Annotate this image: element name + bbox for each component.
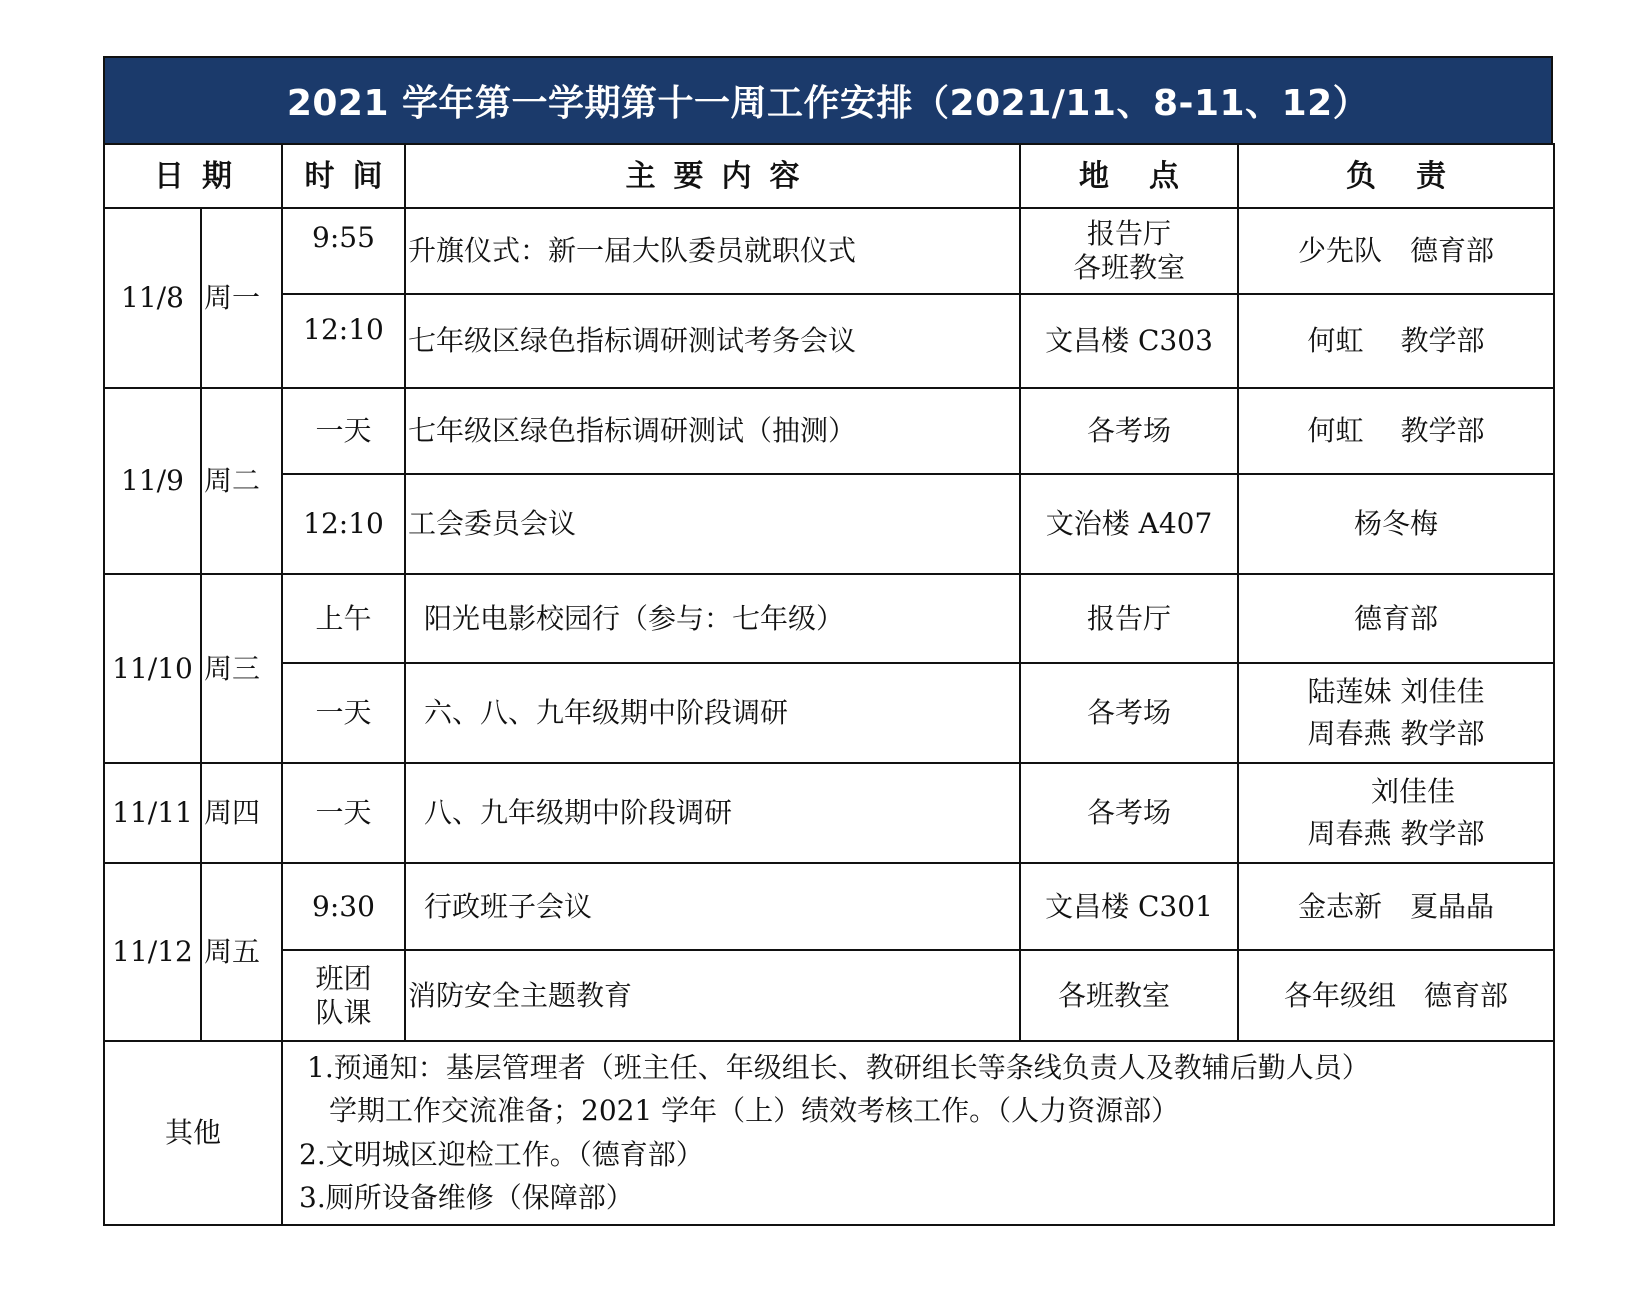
row-location: 各考场 (1020, 763, 1238, 863)
row-content: 八、九年级期中阶段调研 (405, 763, 1020, 863)
row-responsible: 德育部 (1238, 574, 1554, 663)
row-content: 工会委员会议 (405, 474, 1020, 574)
row-responsible: 金志新 夏晶晶 (1238, 863, 1554, 950)
day-date: 11/12 (104, 863, 201, 1041)
row-responsible: 何虹 教学部 (1238, 388, 1554, 474)
row-time: 12:10 (282, 294, 405, 388)
row-location (1020, 208, 1238, 294)
table-row (104, 763, 1554, 863)
time-line: 班团 (315, 961, 372, 995)
row-location: 各考场 (1020, 388, 1238, 474)
row-content: 消防安全主题教育 (405, 950, 1020, 1041)
table-row (104, 863, 1554, 950)
row-time (282, 950, 405, 1041)
row-content: 六、八、九年级期中阶段调研 (405, 663, 1020, 763)
header-row (104, 144, 1554, 208)
day-date: 11/8 (104, 208, 201, 388)
other-notes (282, 1041, 1554, 1225)
day-date: 11/10 (104, 574, 201, 763)
schedule-table (103, 143, 1555, 1226)
header-date: 日期 (104, 144, 282, 208)
row-responsible: 杨冬梅 (1238, 474, 1554, 574)
table-row (104, 474, 1554, 574)
row-time: 一天 (282, 663, 405, 763)
row-responsible: 何虹 教学部 (1238, 294, 1554, 388)
row-location: 报告厅 (1020, 574, 1238, 663)
row-responsible: 少先队 德育部 (1238, 208, 1554, 294)
row-time: 一天 (282, 388, 405, 474)
other-row (104, 1041, 1554, 1225)
row-content: 行政班子会议 (405, 863, 1020, 950)
time-line: 队课 (315, 995, 372, 1029)
location-line: 报告厅 (1086, 217, 1171, 251)
table-row (104, 208, 1554, 294)
note-line: 2.文明城区迎检工作。（德育部） (299, 1137, 704, 1171)
responsible-line: 陆莲妹 刘佳佳 (1307, 675, 1485, 708)
note-line: 学期工作交流准备；2021 学年（上）绩效考核工作。（人力资源部） (329, 1094, 1180, 1128)
note-line: 3.厕所设备维修（保障部） (299, 1181, 634, 1215)
day-weekday: 周五 (201, 863, 282, 1041)
row-time: 一天 (282, 763, 405, 863)
row-location: 各班教室 (1020, 950, 1238, 1041)
schedule-sheet (103, 56, 1553, 1226)
row-responsible: 各年级组 德育部 (1238, 950, 1554, 1041)
responsible-line: 周春燕 教学部 (1307, 817, 1485, 850)
day-weekday: 周二 (201, 388, 282, 574)
row-content: 阳光电影校园行（参与：七年级） (405, 574, 1020, 663)
table-row (104, 663, 1554, 763)
location-line: 各班教室 (1072, 251, 1185, 284)
header-time: 时间 (282, 144, 405, 208)
header-location: 地点 (1020, 144, 1238, 208)
table-row (104, 294, 1554, 388)
responsible-line: 刘佳佳 (1370, 775, 1455, 808)
table-row (104, 574, 1554, 663)
header-responsible: 负责 (1238, 144, 1554, 208)
row-location: 文昌楼 C301 (1020, 863, 1238, 950)
row-time: 12:10 (282, 474, 405, 574)
day-weekday: 周一 (201, 208, 282, 388)
header-content: 主要内容 (405, 144, 1020, 208)
table-row (104, 950, 1554, 1041)
table-row (104, 388, 1554, 474)
schedule-title: 2021 学年第一学期第十一周工作安排（2021/11、8-11、12） (103, 56, 1553, 143)
row-content: 七年级区绿色指标调研测试（抽测） (405, 388, 1020, 474)
row-content: 升旗仪式：新一届大队委员就职仪式 (405, 208, 1020, 294)
other-label: 其他 (104, 1041, 282, 1225)
row-content: 七年级区绿色指标调研测试考务会议 (405, 294, 1020, 388)
row-location: 文昌楼 C303 (1020, 294, 1238, 388)
day-weekday: 周三 (201, 574, 282, 763)
row-responsible (1238, 663, 1554, 763)
row-time: 9:30 (282, 863, 405, 950)
row-location: 各考场 (1020, 663, 1238, 763)
responsible-line: 周春燕 教学部 (1307, 717, 1485, 750)
row-time: 9:55 (282, 208, 405, 294)
day-date: 11/9 (104, 388, 201, 574)
row-responsible (1238, 763, 1554, 863)
note-line: 1.预通知：基层管理者（班主任、年级组长、教研组长等条线负责人及教辅后勤人员） (307, 1051, 1370, 1084)
day-date: 11/11 (104, 763, 201, 863)
row-time: 上午 (282, 574, 405, 663)
row-location: 文治楼 A407 (1020, 474, 1238, 574)
day-weekday: 周四 (201, 763, 282, 863)
